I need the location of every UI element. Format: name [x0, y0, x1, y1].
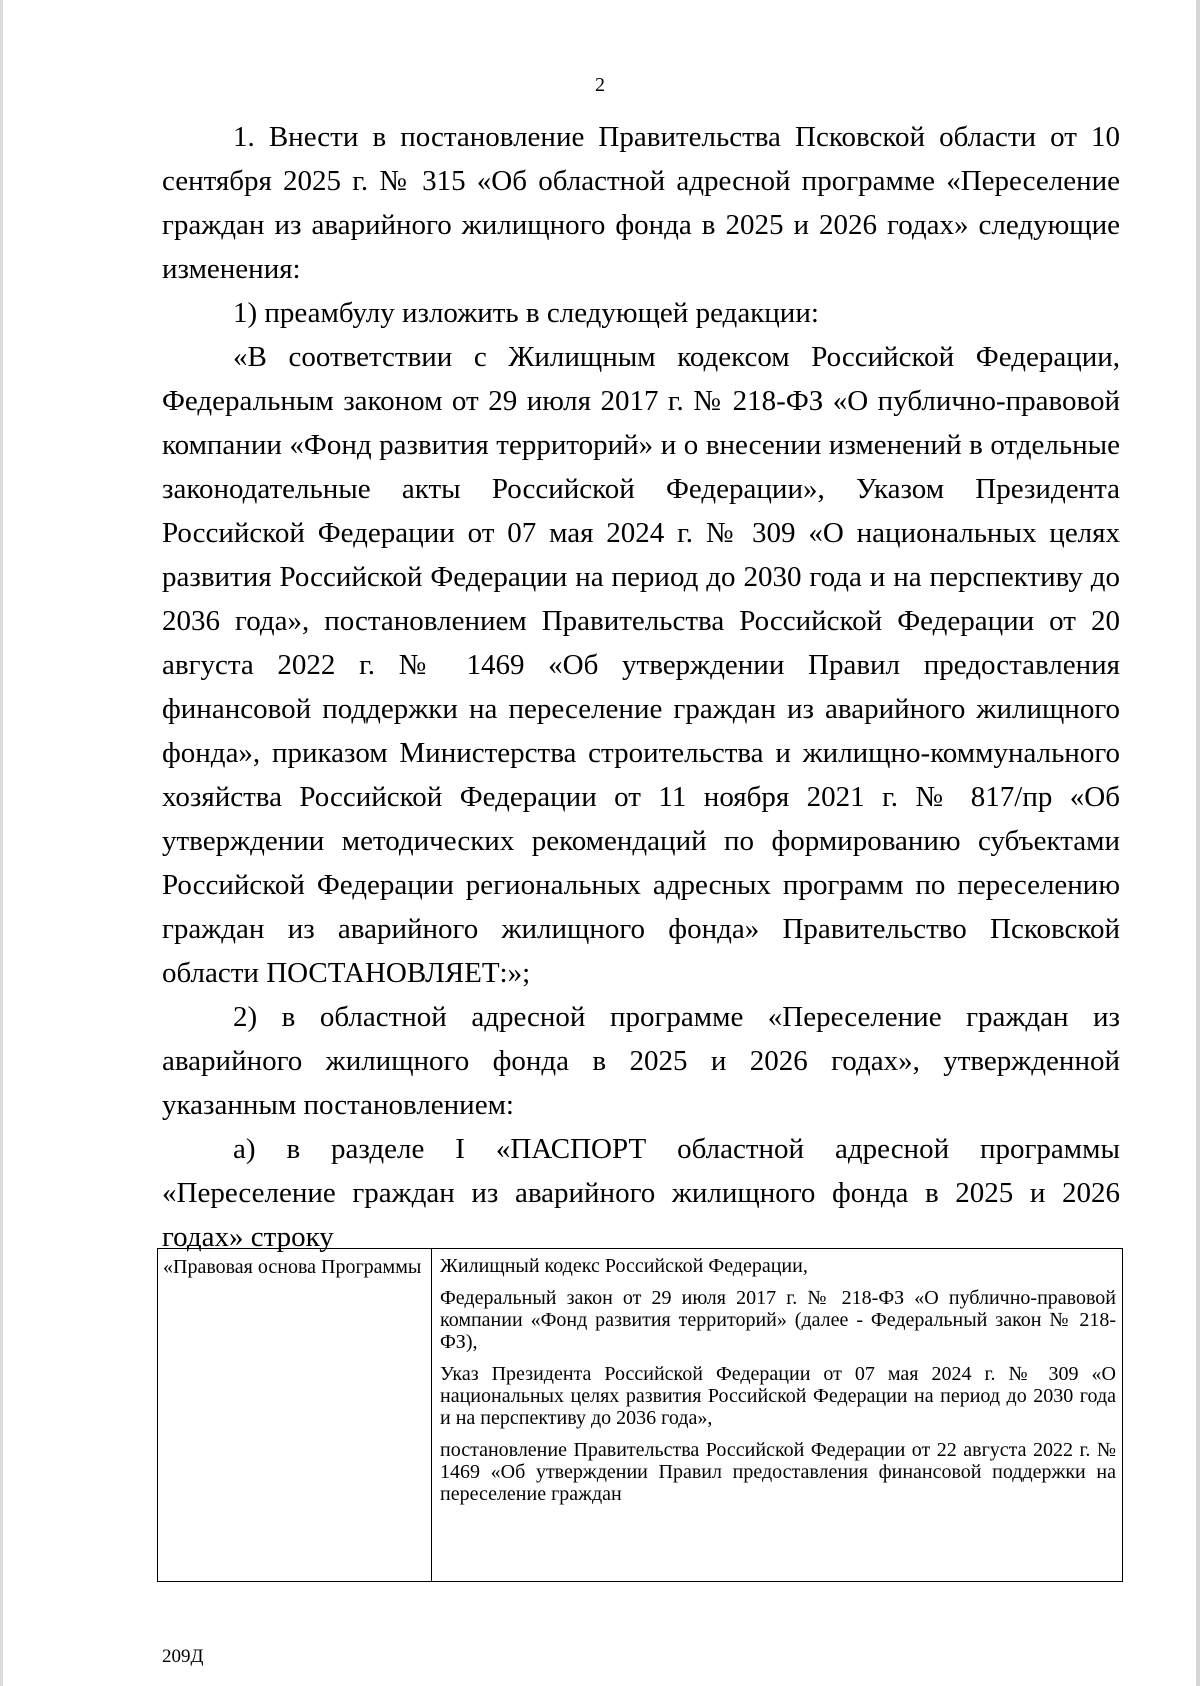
- table-entry-federal-law-218: Федеральный закон от 29 июля 2017 г. № 218-ФЗ «О публично-правовой компании «Фонд развития территорий» (далее - Федеральный закон № 218-ФЗ),: [440, 1287, 1116, 1353]
- passport-table: [157, 1248, 1123, 1582]
- table-entry-resolution-1469: постановление Правительства Российской Федерации от 22 августа 2022 г. № 1469 «Об утверждении Правил предоставления финансовой поддержки на переселение граждан: [440, 1439, 1116, 1505]
- table-entry-housing-code: Жилищный кодекс Российской Федерации,: [440, 1255, 808, 1277]
- paragraph-subitem-2: 2) в областной адресной программе «Переселение граждан из аварийного жилищного фонда в 2025 и 2026 годах», утвержденной указанным постановлением:: [162, 1001, 1120, 1121]
- table-cell-legal-basis-value: [433, 1249, 1122, 1581]
- scan-edge-right: [1196, 0, 1200, 1686]
- page-number: 2: [595, 74, 605, 96]
- paragraph-subitem-1: 1) преамбулу изложить в следующей редакции:: [233, 297, 819, 329]
- scan-edge-left: [0, 0, 3, 1686]
- document-code: 209Д: [162, 1646, 204, 1667]
- table-entry-presidential-decree-309: Указ Президента Российской Федерации от 07 мая 2024 г. № 309 «О национальных целях развития Российской Федерации на период до 2030 года и на перспективу до 2036 года»,: [440, 1363, 1116, 1429]
- table-cell-legal-basis-label: «Правовая основа Программы: [158, 1249, 432, 1581]
- paragraph-preamble-quote: «В соответствии с Жилищным кодексом Российской Федерации, Федеральным законом от 29 июля 2017 г. № 218-ФЗ «О публично-правовой компании «Фонд развития территорий» и о внесении изменений в отдельные законодательные акты Российской Федерации», Указом Президента Российской Федерации от 07 мая 2024 г. № 309 «О национальных целях развития Российской Федерации на период до 2030 года и на перспективу до 2036 года», постановлением Правительства Российской Федерации от 20 августа 2022 г. № 1469 «Об утверждении Правил предоставления финансовой поддержки на переселение граждан из аварийного жилищного фонда», приказом Министерства строительства и жилищно-коммунального хозяйства Российской Федерации от 11 ноября 2021 г. № 817/пр «Об утверждении методических рекомендаций по формированию субъектами Российской Федерации региональных адресных программ по переселению граждан из аварийного жилищного фонда» Правительство Псковской области ПОСТАНОВЛЯЕТ:»;: [162, 341, 1120, 989]
- document-body: [162, 115, 1120, 1259]
- paragraph-subitem-a: а) в разделе I «ПАСПОРТ областной адресной программы «Переселение граждан из аварийного жилищного фонда в 2025 и 2026 годах» строку: [162, 1133, 1120, 1253]
- paragraph-item-1: 1. Внести в постановление Правительства Псковской области от 10 сентября 2025 г. № 315 «Об областной адресной программе «Переселение граждан из аварийного жилищного фонда в 2025 и 2026 годах» следующие изменения:: [162, 121, 1120, 285]
